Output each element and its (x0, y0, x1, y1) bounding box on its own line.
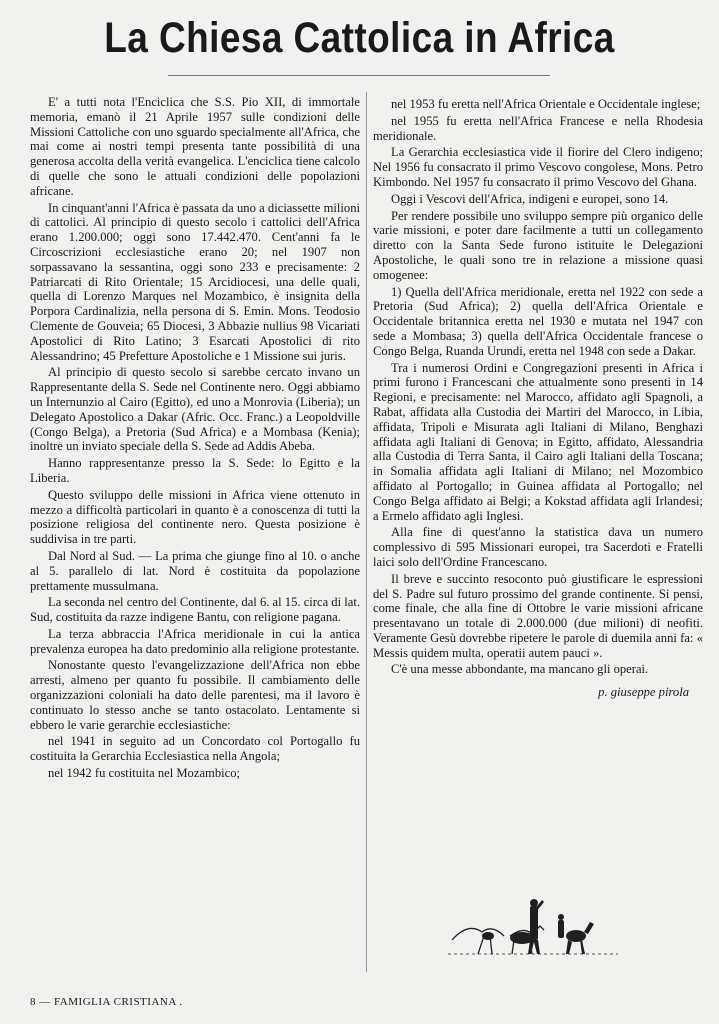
paragraph: Nonostante questo l'evangelizzazione dell'Africa non ebbe arresti, almeno per quanto fu possibile. Il cambiamento delle organizzazioni coloniali ha dato delle parentesi, ma il lavoro è continuato lo stesso anche se tanto ostacolato. Lentamente si ebbero le varie gerarchie ecclesiastiche: (30, 658, 360, 732)
paragraph: Hanno rappresentanze presso la S. Sede: lo Egitto e la Liberia. (30, 456, 360, 485)
paragraph: Per rendere possibile uno sviluppo sempre più organico delle varie missioni, e poter dare facilmente a tutti un collegamento diretto con la Santa Sede furono istituite le Delegazioni Apostoliche, le quali sono tre in relazione a missione quasi omogenee: (373, 208, 703, 282)
paragraph: La seconda nel centro del Continente, dal 6. al 15. circa di lat. Sud, costituita da razze indigene Bantu, con religione pagana. (30, 595, 360, 625)
paragraph: E' a tutti nota l'Enciclica che S.S. Pio XII, di immortale memoria, emanò il 21 Aprile 1957 sulle condizioni delle Missioni Cattoliche con uno sguardo specialmente all'Africa, che mai come ai nostri tempi presenta tante possibilità di una generosa accolta della verità evangelica. L'enciclica tiene calcolo di quelle che sono le attuali condizioni delle popolazioni africane. (30, 95, 360, 198)
article-column-right (373, 97, 703, 700)
paragraph: nel 1955 fu eretta nell'Africa Francese e nella Rhodesia meridionale. (373, 113, 703, 143)
paragraph: La terza abbraccia l'Africa meridionale in cui la antica prevalenza europea ha dato predominio alla religione protestante. (30, 626, 360, 656)
paragraph: Tra i numerosi Ordini e Congregazioni presenti in Africa i primi furono i Francescani che attualmente sono presenti in 14 Regioni, e precisamente: nel Marocco, affidato agli Spagnoli, a Rabat, affidata alla Custodia dei Martiri del Marocco, in Libia, affidata, Tripoli e Misurata agli Italiani di Milano, Benghazi affidata agli Italiani di Genova; in Egitto, affidato, Alessandria alla Custodia di Terra Santa, il Cairo agli Italiani della Toscana; in Somalia affidata agli Italiani di Milano; nel Mozombico affidato al Portogallo; in Guinea affidata al Portogallo; nel Congo Belga affidato ai Belgi; a Kokstad affidata agli Irlandesi; a Ermelo affidato agli Inglesi. (373, 360, 703, 523)
title-rule (168, 75, 550, 76)
paragraph: Al principio di questo secolo si sarebbe cercato invano un Rappresentante della S. Sede nel Continente nero. Oggi abbiamo un Internunzio al Cairo (Egitto), ed uno a Monrovia (Liberia); un Delegato Apostolico a Dakar (Afric. Occ. Franc.) a Leopoldville (Congo Belga), a Pretoria (Sud Africa) e a Mombasa (Kenia); inoltre un inviato speciale della S. Sede ad Addis Abeba. (30, 365, 360, 454)
paragraph: C'è una messe abbondante, ma mancano gli operai. (391, 662, 649, 677)
paragraph: nel 1942 fu costituita nel Mozambico; (48, 766, 241, 781)
paragraph: La Gerarchia ecclesiastica vide il fiorire del Clero indigeno; Nel 1956 fu consacrato il primo Vescovo congolese, Mons. Petro Kimbondo. Nel 1957 fu consacrato il primo Vescovo del Ghana. (373, 145, 703, 189)
paragraph: nel 1953 fu eretta nell'Africa Orientale e Occidentale inglese; (391, 97, 701, 111)
paragraph: Oggi i Vescovi dell'Africa, indigeni e europei, sono 14. (391, 191, 669, 206)
paragraph: Alla fine di quest'anno la statistica dava un numero complessivo di 595 Missionari europei, tra Sacerdoti e Fratelli laici solo dell'Ordine Francescano. (373, 525, 703, 569)
paragraph: Dal Nord al Sud. — La prima che giunge fino al 10. o anche al 5. parallelo di lat. Nord è costituita da popolazione prettamente mussulmana. (30, 548, 360, 593)
author-signature: p. giuseppe pirola (598, 685, 689, 700)
article-column-left (30, 95, 360, 783)
paragraph: 1) Quella dell'Africa meridionale, eretta nel 1922 con sede a Pretoria (Sud Africa); 2) quella dell'Africa Orientale e Occidentale britannica eretta nel 1930 e mutata nel 1947 con sede a Mombasa; 3) quella dell'Africa Occidentale francese o Congo Belga, Ruanda Urundi, eretta nel 1948 con sede a Dakar. (373, 284, 703, 358)
page-footer: 8 — FAMIGLIA CRISTIANA . (30, 996, 183, 1008)
paragraph: In cinquant'anni l'Africa è passata da uno a diciassette milioni di cattolici. Al principio di questo secolo i cattolici dell'Africa erano 1.200.000; oggi sono 17.442.470. Cent'anni fa le Circoscrizioni ecclesiastiche erano 20; nel 1907 non sorpassavano la sessantina, oggi sono 233 e precisamente: 2 Patriarcati di Rito Orientale; 15 Arcidiocesi, una delle quali, quella di Lorenzo Marques nel Mozambico, è insignita della Porpora Cardinalizia, nella persona di S. Emin. Mons. Teodosio Clemente de Gouveia; 65 Diocesi, 3 Abbazie nullius 98 Vicariati Apostolici di Rito Latino; 3 Esarcati Apostolici di rito Alessandrino; 45 Prefetture Apostoliche e 1 Missione sui juris. (30, 200, 360, 363)
paragraph: Questo sviluppo delle missioni in Africa viene ottenuto in mezzo a difficoltà particolari in quanto è a conoscenza di tutti la posizione religiosa del continente nero. Questa posizione è suddivisa in tre parti. (30, 487, 360, 547)
paragraph: nel 1941 in seguito ad un Concordato col Portogallo fu costituita la Gerarchia Ecclesiastica nella Angola; (30, 734, 360, 764)
column-divider (366, 92, 367, 972)
caravan-illustration (448, 896, 618, 958)
page-title: La Chiesa Cattolica in Africa (104, 14, 615, 62)
paragraph: Il breve e succinto resoconto può giustificare le espressioni del S. Padre sul futuro prossimo del grande continente. Si pensi, come finale, che alla fine di Ottobre le varie missioni africane presentavano un totale di 2.000.000 (due milioni) di neofiti. Veramente Gesù dovrebbe ripetere le parole di duemila anni fa: « Messis quidem multa, operatii autem pauci ». (373, 571, 703, 660)
